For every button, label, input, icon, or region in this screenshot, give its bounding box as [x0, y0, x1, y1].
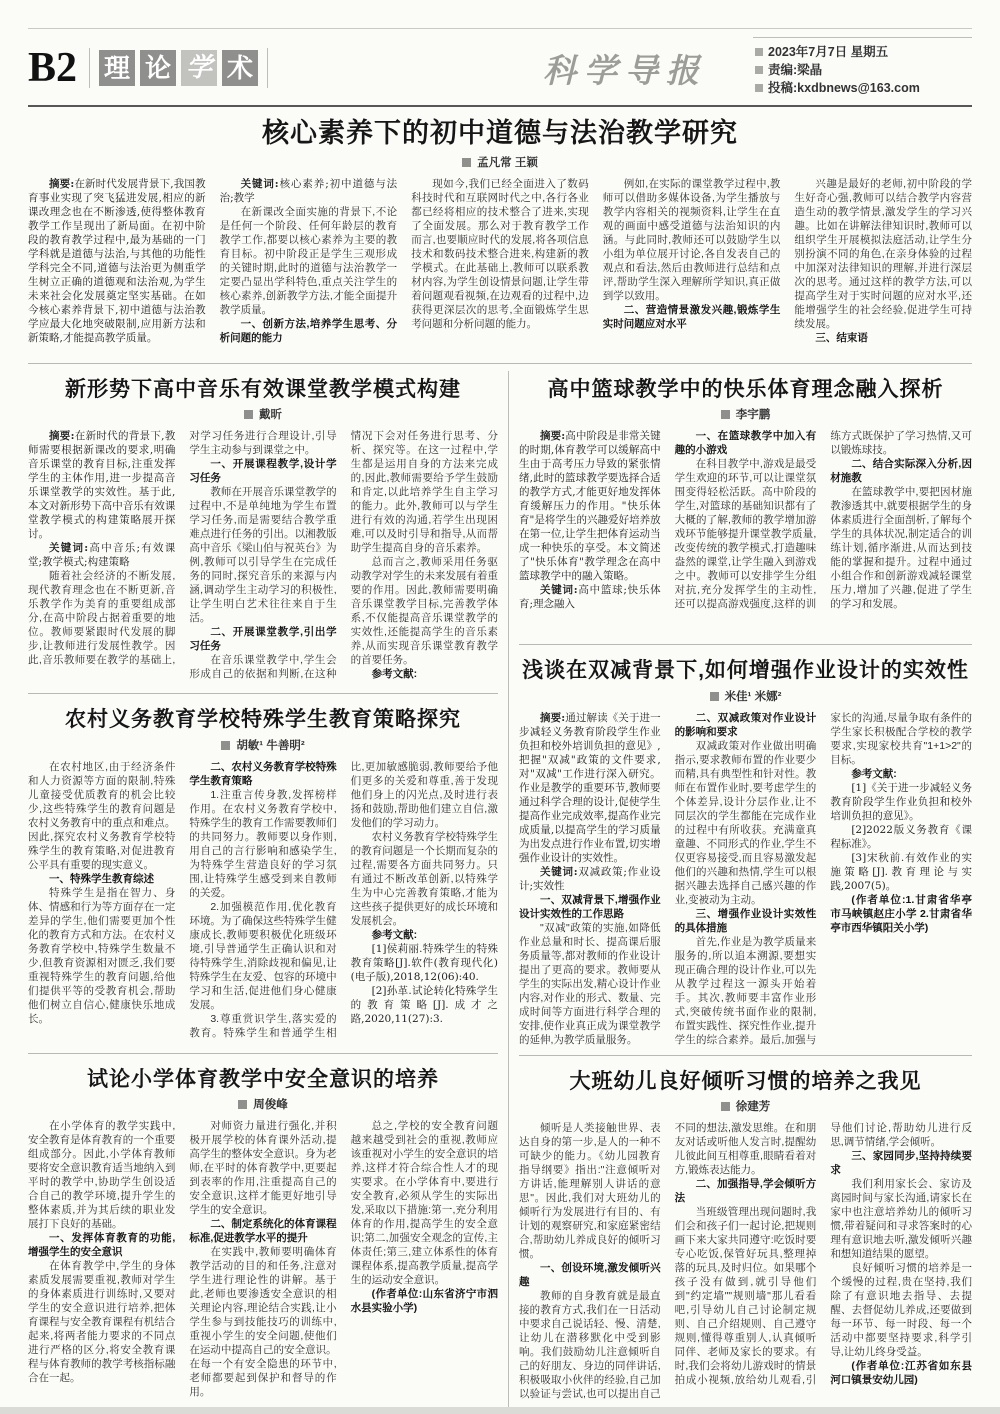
paragraph-subhead: 二、加强指导,学会倾听方法	[674, 1177, 817, 1204]
paragraph-ref: [3]宋秋前.有效作业的实施策略[J].教育理论与实践,2007(5)。	[830, 851, 972, 892]
article-kindergarten-listening-habits	[519, 1063, 972, 1413]
section-title-char: 论	[140, 50, 176, 86]
paragraph-subhead: 一、创新方法,培养学生思考、分析问题的能力	[219, 318, 398, 345]
article-byline: 徐建芳	[519, 1098, 972, 1114]
paragraph-subhead: 二、制定系统化的体育课程标准,促进教学水平的提升	[189, 1217, 337, 1244]
article-text	[28, 1119, 498, 1411]
byline-marker-icon	[221, 741, 230, 750]
paragraph-body: 在篮球教学中,要把因材施教渗透其中,就要根据学生的身体素质进行全面剖析,了解每个学生的具体状况,制定适合的训练计划,循序渐进,从而达到技能的掌握和提升。过程中通过小组合作和创新游戏减轻课堂压力,增加了兴趣,促进了学生的学习和发展。	[830, 486, 972, 611]
article-text	[28, 760, 498, 1046]
paragraph-keywords: 关键词:双减政策;作业设计;实效性	[519, 865, 661, 892]
square-bullet-icon	[755, 84, 763, 92]
paragraph-body: 例如,在实际的课堂教学过程中,教师可以借助多媒体设备,为学生播放与教学内容相关的视频资料,让学生在直观的画面中感受道德与法治知识的内涵。与此同时,教师还可以鼓励学生以小组为单位展开讨论,各自发表自己的观点和看法,然后由教师进行总结和点评,帮助学生深入理解所学知识,真正做到学以致用。	[602, 178, 781, 303]
paragraph-subhead: 一、发挥体育教育的功能,增强学生的安全意识	[28, 1231, 176, 1258]
byline-marker-icon	[721, 1102, 730, 1111]
paragraph-subhead: 二、开展课堂教学,引出学习任务	[189, 626, 337, 653]
section-divider	[28, 363, 972, 364]
paragraph-body: 特殊学生是指在智力、身体、情感和行为等方面存在一定差异的学生,他们需要更加个性化的教育方式和方法。在农村义务教育学校中,特殊学生数量不少,但教育资源相对匮乏,我们要重视特殊学生的教育问题,给他们提供平等的受教育机会,帮助他们树立自信心,健康快乐地成长。	[28, 886, 176, 1025]
article-title: 新形势下高中音乐有效课堂教学模式构建	[65, 378, 461, 402]
paragraph-subhead: 一、开展课程教学,设计学习任务	[189, 458, 337, 485]
paragraph-body: 总而言之,教师采用任务驱动教学对学生的未来发展有着重要的作用。因此,教师需要明确音乐课堂教学目标,完善教学体系,不仅能提高音乐课堂教学的实效性,还能提高学生的音乐素养,从而实现音乐课堂教育教学的首要任务。	[350, 556, 498, 667]
article-music-classroom	[28, 371, 498, 686]
paragraph-unit: (作者单位:江苏省如东县河口镇景安幼儿园)	[830, 1359, 972, 1386]
article-text	[519, 1121, 972, 1413]
paragraph-ref: [1]《关于进一步减轻义务教育阶段学生作业负担和校外培训负担的意见》。	[830, 781, 972, 822]
paragraph-subhead: 二、结合实际深入分析,因材施教	[830, 458, 972, 485]
square-bullet-icon	[755, 66, 763, 74]
article-divider	[519, 1055, 972, 1056]
article-divider	[28, 1053, 498, 1054]
paragraph-body: 我们利用家长会、家访及离园时间与家长沟通,请家长在家中也注意培养幼儿的倾听习惯,带着疑问和寻求答案时的心理有意识地去听,激发倾听兴趣和想知道结果的愿望。	[830, 1177, 972, 1260]
paragraph-subhead: 二、双减政策对作业设计的影响和要求	[674, 711, 817, 738]
paragraph-refhead: 参考文献:	[371, 928, 418, 941]
article-divider	[28, 693, 498, 694]
paragraph-ref: [2]孙革.试论转化特殊学生的教育策略[J].成才之路,2020,11(27):3.	[350, 984, 498, 1025]
contribute-email-line: 投稿:kxdbnews@163.com	[755, 79, 970, 97]
paragraph-body: 在小学体育的教学实践中,安全教育是体育教育的一个重要组成部分。因此,小学体育教师要将安全意识教育适当地纳入到平时的教学中,协助学生创设适合自己的教学环境,提升学生的整体素质,并为其后续的职业发展打下良好的基础。	[28, 1119, 176, 1230]
publication-info	[753, 37, 972, 99]
article-divider	[519, 644, 972, 645]
article-byline: 米佳¹ 米娜²	[519, 688, 972, 704]
byline-marker-icon	[238, 1100, 247, 1109]
paragraph-body: 1.注重言传身教,发挥榜样作用。在农村义务教育学校中,特殊学生的教育工作需要教师们的共同努力。教师要以身作则,用自己的言行影响和感染学生,为特殊学生营造良好的学习氛围,让特殊学生感受到来自教师的关爱。	[189, 788, 337, 899]
article-double-reduction-homework	[519, 652, 972, 1047]
article-basketball-happy-pe	[519, 371, 972, 637]
paragraph-subhead: 一、特殊学生教育综述	[49, 872, 154, 885]
publication-date: 2023年7月7日 星期五	[755, 43, 970, 61]
paragraph-subhead: 三、增强作业设计实效性的具体措施	[674, 907, 817, 934]
article-byline: 周俊峰	[28, 1096, 498, 1112]
paragraph-abstract: 摘要:通过解读《关于进一步减轻义务教育阶段学生作业负担和校外培训负担的意见》,把握"双减"政策的文件要求,对"双减"工作进行深入研究。作业是教学的重要环节,教师要通过科学合理的设计,促使学生提高作业完成效率,提高作业完成质量,以提高学生的学习质量为出发点进行作业布置,切实增强作业设计的实效性。	[519, 711, 661, 864]
article-byline: 戴昕	[28, 406, 498, 422]
article-text	[28, 177, 972, 356]
section-title-char: 学	[181, 50, 217, 86]
article-title: 高中篮球教学中的快乐体育理念融入探析	[547, 378, 944, 402]
paragraph-body: 教师在开展音乐课堂教学的过程中,不是单纯地为学生布置学习任务,而是需要结合教学重难点进行任务的引出。以湘教版高中音乐《梁山伯与祝英台》为例,教师可以引导学生在完成任务的同时,探究音乐的来源与内涵,调动学生主动学习的积极性,让学生明白艺术往往来自于生活。	[189, 486, 337, 625]
page-header	[28, 28, 972, 107]
paragraph-body: 农村义务教育学校特殊学生的教育问题是一个长期而复杂的过程,需要各方面共同努力。只有通过不断改革创新,以特殊学生为中心完善教育策略,才能为这些孩子提供更好的成长环境和发展机会。	[350, 830, 498, 927]
paragraph-abstract: 摘要:高中阶段是非常关键的时期,体育教学可以缓解高中生由于高考压力导致的紧张情绪,此时的篮球教学要选择合适的教学方式,才能更好地发挥体育缓解压力的作用。"快乐体育"是将学生的兴趣爱好培养放在第一位,让学生把体育运动当成一种快乐的享受。本文简述了"快乐体育"教学理念在高中篮球教学中的融入策略。	[519, 430, 661, 583]
byline-marker-icon	[710, 692, 719, 701]
article-moral-law-teaching	[28, 107, 972, 356]
paragraph-body: 双减政策对作业做出明确指示,要求教师布置的作业要少而精,具有典型性和针对性。教师在布置作业时,要考虑学生的个体差异,设计分层作业,让不同层次的学生都能在完成作业的过程中有所收获。充满童真童趣、不同形式的作业,学生不仅更容易接受,而且容易激发起他们的兴趣和热情,学生可以根据兴趣去选择自己感兴趣的作业,变被动为主动。	[674, 739, 817, 906]
paragraph-ref: [2]2022版义务教育《课程标准》。	[830, 823, 972, 850]
paragraph-subhead: 二、农村义务教育学校特殊学生教育策略	[189, 760, 337, 787]
paragraph-subhead: 一、在篮球教学中加入有趣的小游戏	[674, 430, 817, 457]
article-title: 农村义务教育学校特殊学生教育策略探究	[65, 708, 461, 732]
article-pe-safety-awareness	[28, 1061, 498, 1411]
page-edge	[0, 1407, 1000, 1414]
byline-marker-icon	[721, 410, 730, 419]
paragraph-body: 在科目教学中,游戏是最受学生欢迎的环节,可以让课堂氛围变得轻松活跃。高中阶段的学生,对篮球的基础知识都有了大概的了解,教师的教学增加游戏环节能够提升课堂教学质量,改变传统的教学模式,打造趣味盎然的课堂,让学生融入到游戏之中。教师可以安排学生分组对抗,充分发挥学生的主动性,还可以提高游戏强度,这样的训练方式既保护了学习热情,又可以锻炼球技。	[674, 430, 972, 611]
paragraph-keywords: 关键词:高中音乐;有效课堂;教学模式;构建策略	[28, 542, 176, 569]
paragraph-body: 良好倾听习惯的培养是一个缓慢的过程,贵在坚持,我们除了有意识地去指导、去提醒、去督促幼儿养成,还要做到每一环节、每一时段、每一个活动中都要坚持要求,科学引导,让幼儿终身受益。	[830, 1261, 972, 1358]
article-text	[519, 711, 972, 1048]
article-text	[519, 429, 972, 637]
paragraph-unit: (作者单位:山东省济宁市泗水县实验小学)	[350, 1287, 498, 1314]
paragraph-body: 随着社会经济的不断发展,现代教育理念也在不断更新,音乐教学作为美育的重要组成部分,在高中阶段占据着重要的地位。教师要紧跟时代发展的脚步,让教师进行发展性教学。因此,音乐教师要在教学的基础上,对学习任务进行合理设计,引导学生主动参与到课堂之中。	[28, 430, 337, 667]
paragraph-body: 首先,作业是为教学质量来服务的,所以追本溯源,要想实现正确合理的设计作业,可以先从教学过程这一源头开始着手。其次,教师要丰富作业形式,突破传统书面作业的限制,布置实践性、探究性作业,提升学生的综合素养。最后,加强与家长的沟通,尽量争取有条件的学生家长积极配合学校的教学要求,实现家校共育"1+1>2"的目标。	[674, 711, 972, 1046]
paragraph-body: 在实践中,教师要明确体育教学活动的目的和任务,注意对学生进行理论性的讲解。基于此,老师也要渗透安全意识的相关理论内容,理论结合实践,让小学生参与到技能技巧的训练中,重视小学生的安全问题,使他们在运动中提高自己的安全意识。在每一个有安全隐患的环节中,老师都要起到保护和督导的作用。	[189, 1245, 337, 1398]
article-text	[28, 429, 498, 686]
paragraph-body: 对师资力量进行强化,并积极开展学校的体育课外活动,提高学生的整体安全意识。身为老师,在平时的体育教学中,更要起到表率的作用,注重提高自己的安全意识,这样才能更好地引导学生的安全意识。	[189, 1119, 337, 1216]
section-title-char: 理	[99, 50, 135, 86]
article-title: 浅谈在双减背景下,如何增强作业设计的实效性	[522, 659, 969, 683]
paragraph-body: 总之,学校的安全教育问题越来越受到社会的重视,教师应该重视对小学生的安全意识的培养,这样才符合综合性人才的现实要求。在小学体育中,要进行安全教育,必须从学生的实际出发,采取以下措施:第一,充分利用体育的作用,提高学生的安全意识;第二,加强安全观念的宣传,主体责任;第三,建立体系性的体育课程体系,提高教学质量,提高学生的运动安全意识。	[350, 1119, 498, 1286]
article-title: 核心素养下的初中道德与法治教学研究	[262, 118, 738, 149]
article-byline: 胡敏¹ 牛善明²	[28, 737, 498, 753]
edition-label: B2	[28, 45, 78, 92]
paragraph-body: 2.加强模范作用,优化教育环境。为了确保这些特殊学生健康成长,教师要积极优化班级环境,引导普通学生正确认识和对待特殊学生,消除歧视和偏见,让特殊学生在友爱、包容的环境中学习和生活,促进他们身心健康发展。	[189, 900, 337, 1011]
paragraph-body: 当班级管理出现问题时,我们会和孩子们一起讨论,把规则画下来大家共同遵守:吃饭时要专心吃饭,保管好玩具,整理掉落的玩具,及时归位。如果哪个孩子没有做到,就引导他们到"约定墙""规则墙"那儿看看吧,引导幼儿自己讨论制定规则、自己介绍规则、自己遵守规则,懂得尊重别人,认真倾听同伴、老师及家长的要求。有时,我们会将幼儿游戏时的情景拍成小视频,放给幼儿观看,引导他们讨论,帮助幼儿进行反思,调节情绪,学会倾听。	[674, 1121, 972, 1386]
paragraph-body: 在体育教学中,学生的身体素质发展需要重视,教师对学生的身体素质进行训练时,又要对学生的安全意识进行培养,把体育课程与安全教育课程有机结合起来,将两者能力要求的不同点进行严格的区分,将安全教育课程与体育教师的教学考核指标融合在一起。	[28, 1259, 176, 1384]
paragraph-subhead: 一、创设环境,激发倾听兴趣	[519, 1261, 661, 1288]
paragraph-unit: (作者单位:1.甘肃省华亭市马峡镇赵庄小学 2.甘肃省华亭市西华镇阳关小学)	[830, 893, 972, 934]
paragraph-abstract: 摘要:在新时代的背景下,教师需要根据新课改的要求,明确音乐课堂的教育目标,注重发挥学生的主体作用,进一步提高音乐课堂教学的实效性。基于此,本文对新形势下高中音乐有效课堂教学模式的构建策略展开探讨。	[28, 430, 176, 541]
masthead-logo: 科学导报	[543, 50, 707, 90]
square-bullet-icon	[755, 48, 763, 56]
article-byline: 孟凡常 王颖	[28, 154, 972, 170]
paragraph-body: 在新课改全面实施的背景下,不论是任何一个阶段、任何年龄层的教育教学工作,都要以核心素养为主要的教育目标。初中阶段正是学生三观形成的关键时期,此时的道德与法治教学一定要凸显出学科特色,重点关注学生的核心素养,创新教学方法,才能全面提升教学质量。	[219, 206, 398, 317]
paragraph-refhead: 参考文献:	[371, 668, 418, 681]
paragraph-subhead: 二、营造情景激发兴趣,锻炼学生实时问题应对水平	[602, 304, 781, 331]
byline-marker-icon	[462, 158, 471, 167]
paragraph-body: 教师的自身教育就是最直接的教育方式,我们在一日活动中要求自己说话轻、慢、清楚,让幼儿在潜移默化中受到影响。我们鼓励幼儿注意倾听自己的好朋友、身边的同伴讲话,积极吸取小伙伴的经验,自己加以验证与尝试,也可以提出自己不同的想法,激发思维。在和朋友对话或听他人发言时,提醒幼儿彼此间互相尊重,眼睛看着对方,锻炼表达能力。	[519, 1121, 817, 1400]
article-byline: 李宇鹏	[519, 406, 972, 422]
paragraph-abstract: 摘要:在新时代发展背景下,我国教育事业实现了突飞猛进发展,相应的新课改理念也在不断渗透,使得整体教育教学工作呈现出了新局面。在初中阶段的教育教学过程中,最为基础的一门学科就是道德与法治,与其他的功能性学科完全不同,道德与法治更为侧重学生树立正确的道德观和法治观,为学生未来社会化发展奠定坚实基础。在如今核心素养背景下,初中道德与法治教学应最大化地突破限制,应用新方法和新策略,才能提高教学质量。	[28, 178, 206, 345]
paragraph-keywords: 关键词:核心素养;初中道德与法治;教学	[219, 178, 398, 205]
paragraph-body: 现如今,我们已经全面进入了数码科技时代和互联网时代之中,各行各业都已经将相应的技术整合了进来,实现了全面发展。那么对于教育教学工作而言,也要顺应时代的发展,将各项信息技术和数码技术整合进来,构建新的教学模式。在此基础上,教师可以联系教材内容,为学生创设情景问题,让学生带着问题观看视频,在边观看的过程中,边获得更深层次的思考,全面锻炼学生思考问题和分析问题的能力。	[411, 178, 589, 331]
editor-line: 责编:梁晶	[755, 61, 970, 79]
paragraph-refhead: 参考文献:	[851, 767, 897, 780]
byline-marker-icon	[244, 410, 253, 419]
section-title-char: 术	[222, 50, 258, 86]
paragraph-subhead: 一、双减背景下,增强作业设计实效性的工作思路	[519, 893, 661, 920]
paragraph-body: 倾听是人类接触世界、表达自身的第一步,是人的一种不可缺少的能力。《幼儿园教育指导纲要》指出:"注意倾听对方讲话,能理解别人讲话的意思"。因此,我们对大班幼儿的倾听行为发展进行有目的、有计划的观察研究,和家庭紧密结合,帮助幼儿养成良好的倾听习惯。	[519, 1121, 661, 1260]
paragraph-body: 兴趣是最好的老师,初中阶段的学生好奇心强,教师可以结合教学内容营造生动的教学情景,激发学生的学习兴趣。比如在讲解法律知识时,教师可以组织学生开展模拟法庭活动,让学生分别扮演不同的角色,在亲身体验的过程中加深对法律知识的理解,并进行深层次的思考。通过这样的教学方法,可以提高学生对于实时问题的应对水平,还能增强学生的社会经验,促进学生可持续发展。	[794, 178, 972, 331]
paragraph-body: 在农村地区,由于经济条件和人力资源等方面的限制,特殊儿童接受优质教育的机会比较少,这些特殊学生的教育问题是农村义务教育中的重点和难点。因此,探究农村义务教育学校特殊学生的教育策略,对促进教育公平具有重要的现实意义。	[28, 760, 176, 871]
article-title: 试论小学体育教学中安全意识的培养	[87, 1067, 439, 1091]
column-rule	[508, 371, 509, 1413]
paragraph-keywords: 关键词:高中篮球;快乐体育;理念融入	[519, 584, 661, 611]
section-title	[89, 48, 268, 88]
paragraph-ref: [1]侯莉丽.特殊学生的特殊教育策略[J].软件(教育现代化)(电子版),2018,12(06):40.	[350, 942, 498, 983]
article-rural-special-education	[28, 701, 498, 1045]
paragraph-subhead: 三、结束语	[815, 332, 868, 345]
article-title: 大班幼儿良好倾听习惯的培养之我见	[569, 1069, 922, 1093]
paragraph-body: "双减"政策的实施,如降低作业总量和时长、提高课后服务质量等,都对教师的作业设计提出了更高的要求。教师要从学生的实际出发,精心设计作业内容,对作业的形式、数量、完成时间等方面进行科学合理的安排,使作业真正成为课堂教学的延伸,为教学质量服务。	[519, 921, 661, 1046]
paragraph-body: 3.尊重赏识学生,落实爱的教育。特殊学生和普通学生相比,更加敏感脆弱,教师要给予他们更多的关爱和尊重,善于发现他们身上的闪光点,及时进行表扬和鼓励,帮助他们建立自信,激发他们的学习动力。	[189, 760, 498, 1039]
paragraph-subhead: 三、家园同步,坚持持续要求	[830, 1149, 972, 1176]
paragraph-body: 在音乐课堂教学中,学生会形成自己的依据和判断,在这种情况下会对任务进行思考、分析、探究等。在这一过程中,学生都是运用自身的方法来完成的,因此,教师需要给予学生鼓励和肯定,以此培养学生自主学习的能力。此外,教师可以与学生进行有效的沟通,若学生出现困难,可以及时引导和指导,从而帮助学生提高自身的音乐素养。	[189, 430, 498, 681]
